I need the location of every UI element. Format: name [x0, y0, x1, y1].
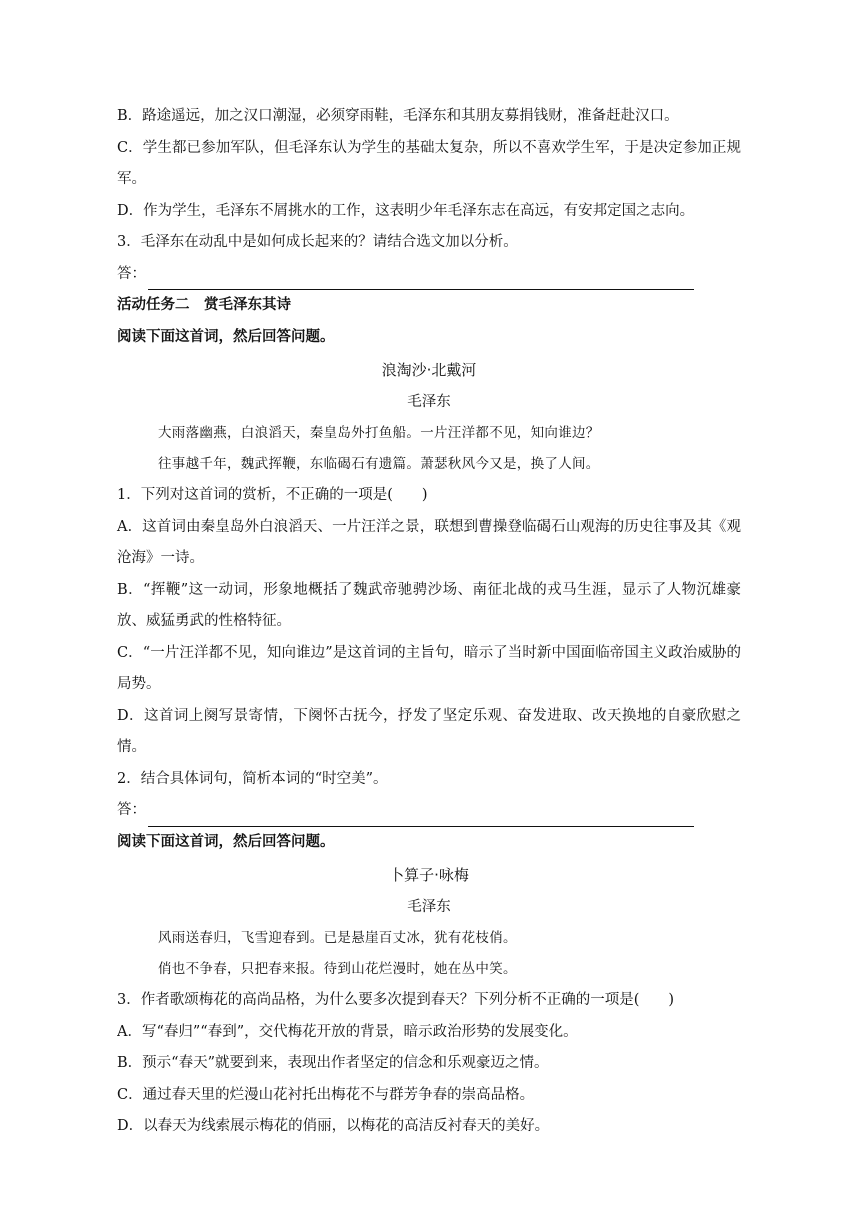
- answer-label: 答：: [117, 802, 146, 818]
- question-2: 2．结合具体词句，简析本词的“时空美”。: [117, 770, 388, 787]
- poem-1-line-1: 大雨落幽燕，白浪滔天，秦皇岛外打鱼船。一片汪洋都不见，知向谁边？: [158, 425, 600, 441]
- question-1: 1．下列对这首词的赏析，不正确的一项是( ): [117, 487, 428, 503]
- question-1-option-b: B．“挥鞭”这一动词，形象地概括了魏武帝驰骋沙场、南征北战的戎马生涯，显示了人物沉雄豪放、威猛勇武的性格特征。: [117, 581, 741, 629]
- answer-label: 答：: [117, 265, 146, 282]
- question-1-option-c: C．“一片汪洋都不见，知向谁边”是这首词的主旨句，暗示了当时新中国面临帝国主义政治威胁的局势。: [117, 644, 741, 692]
- question-3-option-d: D．以春天为线索展示梅花的俏丽，以梅花的高洁反衬春天的美好。: [117, 1118, 550, 1134]
- question-3-option-b: B．预示“春天”就要到来，表现出作者坚定的信念和乐观豪迈之情。: [117, 1055, 549, 1071]
- answer-blank[interactable]: [148, 804, 694, 827]
- poem-2-line-2: 俏也不争春，只把春来报。待到山花烂漫时，她在丛中笑。: [158, 961, 517, 977]
- option-c-prev: C．学生都已参加军队，但毛泽东认为学生的基础太复杂，所以不喜欢学生军，于是决定参加正规军。: [117, 139, 741, 187]
- question-3-growth: 3．毛泽东在动乱中是如何成长起来的？请结合选文加以分析。: [117, 234, 518, 250]
- poem-1-line-2: 往事越千年，魏武挥鞭，东临碣石有遗篇。萧瑟秋风今又是，换了人间。: [158, 456, 600, 472]
- option-b-prev: B．路途遥远，加之汉口潮湿，必须穿雨鞋，毛泽东和其朋友募捐钱财，准备赶赴汉口。: [117, 108, 679, 124]
- question-3-option-a: A．写“春归”“春到”，交代梅花开放的背景，暗示政治形势的发展变化。: [117, 1023, 578, 1040]
- question-3: 3．作者歌颂梅花的高尚品格，为什么要多次提到春天？下列分析不正确的一项是( ): [117, 992, 675, 1008]
- answer-line-1[interactable]: [117, 259, 741, 291]
- question-1-option-a: A．这首词由秦皇岛外白浪滔天、一片汪洋之景，联想到曹操登临碣石山观海的历史往事及其《观沧海》一诗。: [117, 518, 741, 566]
- poem-2-line-1: 风雨送春归，飞雪迎春到。已是悬崖百丈冰，犹有花枝俏。: [158, 930, 517, 946]
- page-content: [117, 101, 741, 1143]
- question-3-option-c: C．通过春天里的烂漫山花衬托出梅花不与群芳争春的崇高品格。: [117, 1086, 535, 1103]
- option-d-prev: D．作为学生，毛泽东不屑挑水的工作，这表明少年毛泽东志在高远，有安邦定国之志向。: [117, 202, 695, 219]
- task-heading: 活动任务二 赏毛泽东其诗: [117, 297, 291, 313]
- poem-2-title: 卜算子·咏梅: [389, 866, 469, 884]
- reading-instruction-2: 阅读下面这首词，然后回答问题。: [117, 833, 335, 850]
- question-1-option-d: D．这首词上阕写景寄情，下阕怀古抚今，抒发了坚定乐观、奋发进取、改天换地的自豪欣慰之情。: [117, 707, 741, 755]
- poem-1-title: 浪淘沙·北戴河: [381, 361, 477, 379]
- answer-line-2[interactable]: [117, 795, 741, 827]
- reading-instruction-1: 阅读下面这首词，然后回答问题。: [117, 328, 335, 345]
- poem-2-author: 毛泽东: [407, 899, 451, 915]
- poem-1-author: 毛泽东: [407, 394, 451, 410]
- answer-blank[interactable]: [148, 267, 694, 290]
